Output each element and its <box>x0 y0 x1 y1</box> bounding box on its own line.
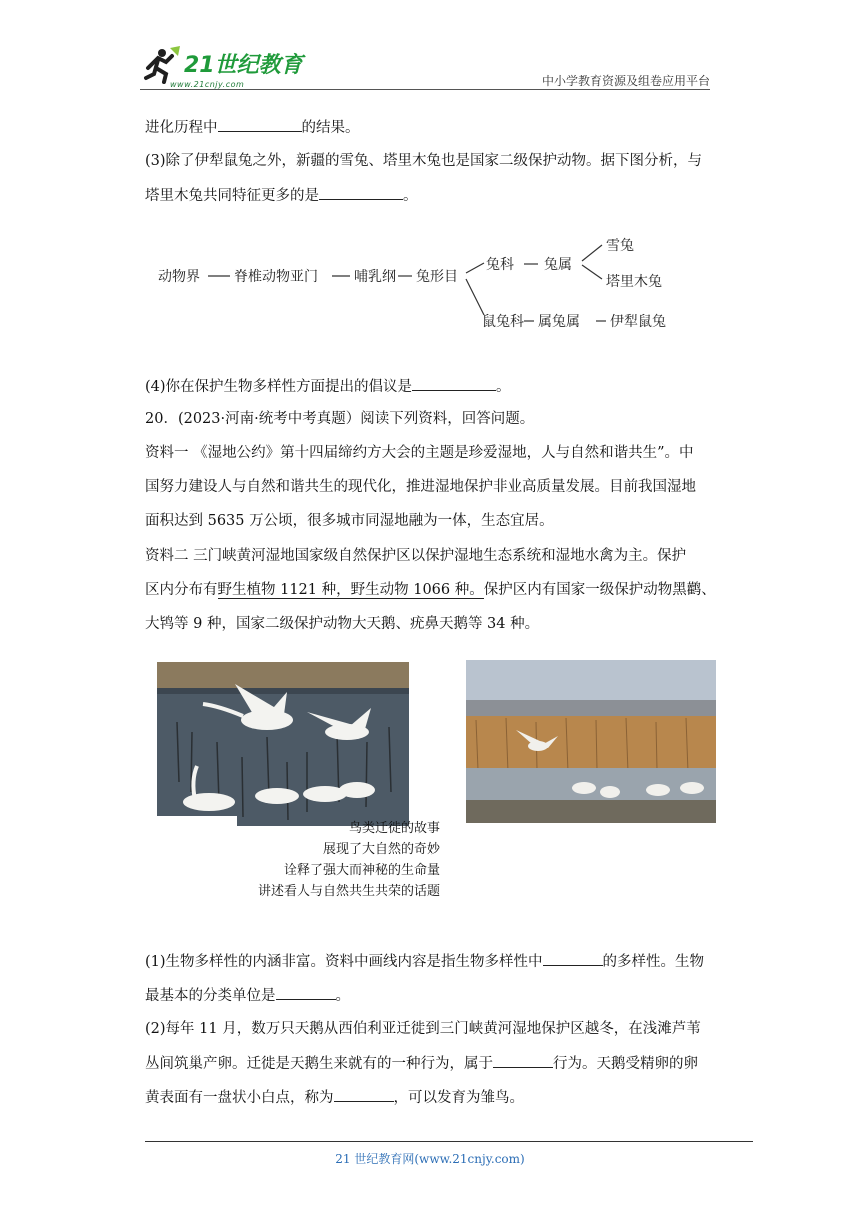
text-line <box>145 1087 725 1108</box>
text-line <box>145 1053 725 1074</box>
text-line <box>145 951 725 972</box>
taxon-kingdom: 动物界 <box>158 269 200 285</box>
text-line <box>145 376 725 397</box>
question-20-title: 20．(2023·河南·统考中考真题）阅读下列资料，回答问题。 <box>145 411 535 427</box>
text-segment: 丛间筑巢产卵。迁徙是天鹅生来就有的一种行为，属于 <box>145 1056 493 1072</box>
material-1-line: 资料一 《湿地公约》第十四届缔约方大会的主题是珍爱湿地，人与自然和谐共生”。中 <box>145 445 694 461</box>
text-line <box>145 985 725 1006</box>
text-segment: 行为。天鹅受精卵的卵 <box>553 1056 698 1072</box>
text-segment: 的多样性。生物 <box>602 954 705 970</box>
text-segment: 最基本的分类单位是 <box>145 988 276 1004</box>
material-2-line: 资料二 三门峡黄河湿地国家级自然保护区以保护湿地生态系统和湿地水禽为主。保护 <box>145 548 687 564</box>
runner-logo-icon <box>140 44 182 84</box>
logo-url: www.21cnjy.com <box>170 80 245 89</box>
footer-link[interactable]: 21 世纪教育网(www.21cnjy.com) <box>335 1152 525 1166</box>
text-segment: 塔里木兔共同特征更多的是 <box>145 188 319 204</box>
page-header <box>140 40 710 92</box>
caption-line: 展现了大自然的奇妙 <box>322 842 440 857</box>
text-segment: 。 <box>335 988 350 1004</box>
taxon-species-tarim-hare: 塔里木兔 <box>606 274 662 290</box>
text-segment: 进化历程中 <box>145 120 218 136</box>
material-1-line: 国努力建设人与自然和谐共生的现代化，推进湿地保护非业高质量发展。目前我国湿地 <box>145 479 696 495</box>
material-2-line <box>145 580 725 600</box>
material-1-line: 面积达到 5635 万公顷，很多城市同湿地融为一体，生态宜居。 <box>145 513 554 529</box>
text-segment: (1)生物多样性的内涵非富。资料中画线内容是指生物多样性中 <box>145 954 543 970</box>
taxon-family-pika: 鼠兔科 <box>482 314 524 330</box>
taxon-species-ili-pika: 伊犁鼠兔 <box>610 314 666 330</box>
answer-blank[interactable] <box>334 1087 394 1102</box>
text-line <box>145 185 725 206</box>
taxon-class: 哺乳纲 <box>354 269 396 285</box>
taxon-genus-hare: 兔属 <box>544 257 572 273</box>
text-segment: 的结果。 <box>301 120 360 136</box>
answer-blank[interactable] <box>218 117 302 132</box>
question-3-text: (3)除了伊犁鼠兔之外，新疆的雪兔、塔里木兔也是国家二级保护动物。据下图分析，与 <box>145 153 703 169</box>
footer-divider <box>145 1141 753 1142</box>
taxon-phylum: 脊椎动物亚门 <box>234 269 318 285</box>
header-platform-name: 中小学教育资源及组卷应用平台 <box>541 74 710 88</box>
caption-line: 鸟类迁徙的故事 <box>348 821 440 836</box>
answer-blank[interactable] <box>276 985 336 1000</box>
caption-line: 讲述看人与自然共生共荣的话题 <box>257 884 440 899</box>
answer-blank[interactable] <box>412 376 496 391</box>
text-segment: 黄表面有一盘状小白点，称为 <box>145 1090 334 1106</box>
text-segment: 区内分布有 <box>145 582 218 598</box>
question-2-text: (2)每年 11 月，数万只天鹅从西伯利亚迁徙到三门峡黄河湿地保护区越冬，在浅滩芦苇 <box>145 1021 701 1037</box>
photo-caption <box>230 818 440 902</box>
text-segment: 。 <box>403 188 418 204</box>
text-segment: 保护区内有国家一级保护动物黑鹳、 <box>483 582 716 598</box>
text-segment: (4)你在保护生物多样性方面提出的倡议是 <box>145 379 413 395</box>
answer-blank[interactable] <box>319 185 403 200</box>
text-line <box>145 117 725 138</box>
taxon-genus-pika: 属兔属 <box>538 314 580 330</box>
swans-photo-right <box>466 660 716 823</box>
underlined-text: 野生植物 1121 种，野生动物 1066 种。 <box>217 582 484 598</box>
logo-text: 21世纪教育 <box>184 53 303 78</box>
taxon-order: 兔形目 <box>416 269 458 285</box>
text-segment: 。 <box>496 379 511 395</box>
text-segment: ，可以发育为雏鸟。 <box>393 1090 524 1106</box>
swans-photo-left <box>157 662 409 826</box>
caption-line: 诠释了强大而神秘的生命量 <box>283 863 440 878</box>
answer-blank[interactable] <box>493 1053 553 1068</box>
answer-blank[interactable] <box>543 951 603 966</box>
site-logo[interactable] <box>140 44 320 88</box>
header-divider <box>140 89 710 90</box>
taxonomy-diagram <box>150 225 690 345</box>
taxon-species-snow-hare: 雪兔 <box>606 238 634 254</box>
material-2-line: 大鸨等 9 种，国家二级保护动物大天鹅、疣鼻天鹅等 34 种。 <box>145 616 540 632</box>
taxon-family-hare: 兔科 <box>486 257 514 273</box>
